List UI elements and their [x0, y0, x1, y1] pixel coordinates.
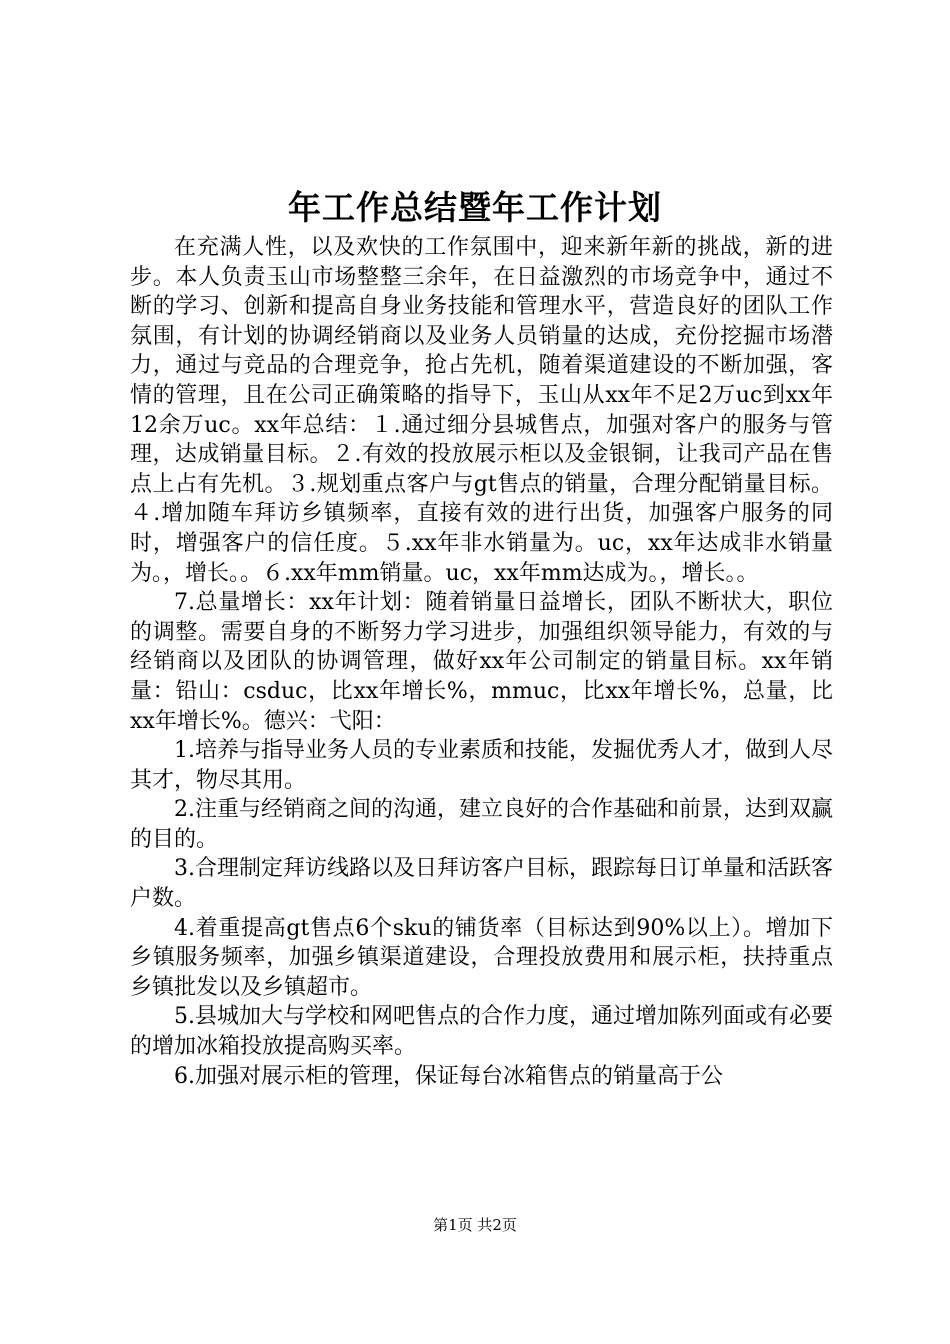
page-footer: 第1页 共2页 [433, 1216, 517, 1234]
document-body [130, 233, 833, 1091]
plan-item-1: 1.培养与指导业务人员的专业素质和技能，发掘优秀人才，做到人尽其才，物尽其用。 [130, 738, 833, 793]
paragraph-plan: 7.总量增长：xx年计划：随着销量日益增长，团队不断状大，职位的调整。需要自身的不断努力学习进步，加强组织领导能力，有效的与经销商以及团队的协调管理，做好xx年公司制定的销量目标。xx年销量：铅山：csduc，比xx年增长%，mmuc，比xx年增长%，总量，比xx年增长%。德兴：弋阳： [130, 590, 833, 734]
paragraph-intro-summary: 在充满人性，以及欢快的工作氛围中，迎来新年新的挑战，新的进步。本人负责玉山市场整整三余年，在日益激烈的市场竞争中，通过不断的学习、创新和提高自身业务技能和管理水平，营造良好的团队工作氛围，有计划的协调经销商以及业务人员销量的达成，充份挖掘市场潜力，通过与竞品的合理竞争，抢占先机，随着渠道建设的不断加强，客情的管理，且在公司正确策略的指导下，玉山从xx年不足2万uc到xx年12余万uc。xx年总结：１.通过细分县城售点，加强对客户的服务与管理，达成销量目标。２.有效的投放展示柜以及金银铜，让我司产品在售点上占有先机。３.规划重点客户与gt售点的销量，合理分配销量目标。４.增加随车拜访乡镇频率，直接有效的进行出货，加强客户服务的同时，增强客户的信任度。５.xx年非水销量为。uc，xx年达成非水销量为。，增长。。６.xx年mm销量。uc，xx年mm达成为。，增长。。 [130, 235, 833, 586]
plan-item-2: 2.注重与经销商之间的沟通，建立良好的合作基础和前景，达到双赢的目的。 [130, 797, 833, 852]
plan-item-5: 5.县城加大与学校和网吧售点的合作力度，通过增加陈列面或有必要的增加冰箱投放提高购买率。 [130, 1004, 833, 1060]
document-title: 年工作总结暨年工作计划 [288, 188, 662, 227]
plan-item-3: 3.合理制定拜访线路以及日拜访客户目标，跟踪每日订单量和活跃客户数。 [130, 856, 833, 912]
plan-item-4: 4.着重提高gt售点6个sku的铺货率（目标达到90%以上）。增加下乡镇服务频率，加强乡镇渠道建设，合理投放费用和展示柜，扶持重点乡镇批发以及乡镇超市。 [130, 915, 833, 1000]
plan-item-6: 6.加强对展示柜的管理，保证每台冰箱售点的销量高于公 [174, 1063, 723, 1089]
